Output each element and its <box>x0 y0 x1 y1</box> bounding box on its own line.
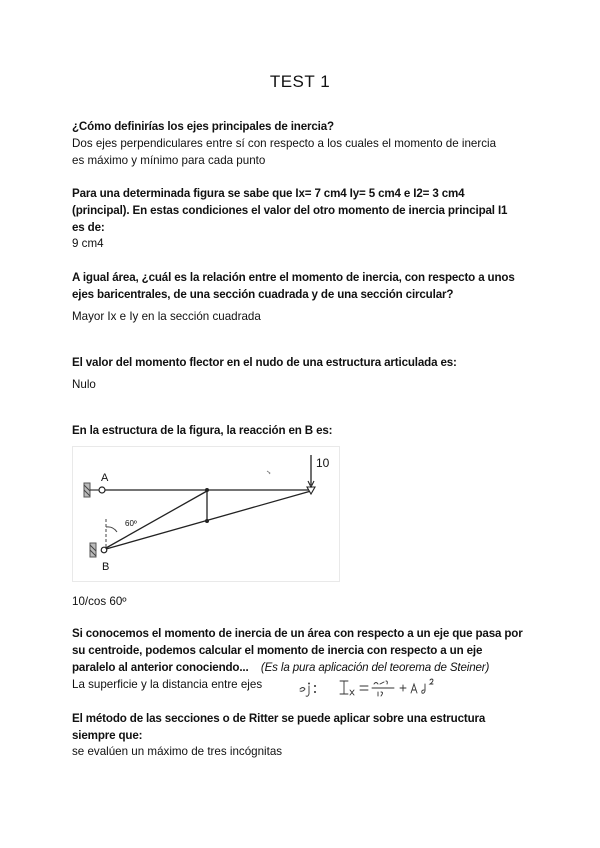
question-7-line-2: siempre que: <box>72 729 143 742</box>
label-a: A <box>101 472 109 484</box>
page-title: TEST 1 <box>269 72 331 91</box>
question-6-line-2: su centroide, podemos calcular el momento de inercia con respecto a un eje <box>72 644 483 657</box>
label-load: 10 <box>316 456 330 470</box>
answer-2: 9 cm4 <box>72 237 104 250</box>
question-2-line-3: es de: <box>72 221 105 234</box>
angle-arc <box>106 527 117 532</box>
label-b: B <box>102 561 110 573</box>
answer-4: Nulo <box>72 378 96 391</box>
label-angle: 60º <box>125 519 137 528</box>
answer-6: La superficie y la distancia entre ejes <box>72 678 263 691</box>
question-6-line-1: Si conocemos el momento de inercia de un área con respecto a un eje que pasa por <box>72 627 523 640</box>
question-2-line-2: (principal). En estas condiciones el valor del otro momento de inercia principal I1 <box>72 204 508 217</box>
question-4: El valor del momento flector en el nudo de una estructura articulada es: <box>72 356 457 369</box>
answer-7: se evalúen un máximo de tres incógnitas <box>72 745 283 758</box>
support-a-wall <box>84 483 90 497</box>
handwritten-formula <box>296 676 466 702</box>
truss-figure <box>72 446 340 582</box>
answer-1-line-2: es máximo y mínimo para cada punto <box>72 154 266 167</box>
stray-mark <box>267 471 270 474</box>
joint-b <box>101 547 107 553</box>
question-2-line-1: Para una determinada figura se sabe que Ix= 7 cm4 Iy= 5 cm4 e I2= 3 cm4 <box>72 187 465 200</box>
answer-3: Mayor Ix e Iy en la sección cuadrada <box>72 310 261 323</box>
support-b-wall <box>90 543 96 557</box>
question-3-line-2: ejes baricentrales, de una sección cuadrada y de una sección circular? <box>72 288 454 301</box>
question-1: ¿Cómo definirías los ejes principales de inercia? <box>72 120 334 133</box>
steiner-note: (Es la pura aplicación del teorema de Steiner) <box>260 661 490 674</box>
question-5: En la estructura de la figura, la reacción en B es: <box>72 424 333 437</box>
truss-diagram <box>73 447 339 581</box>
joint-a <box>99 487 105 493</box>
question-3-line-1: A igual área, ¿cuál es la relación entre el momento de inercia, con respecto a unos <box>72 271 515 284</box>
question-6-line-3-text: paralelo al anterior conociendo... <box>72 661 249 674</box>
question-7-line-1: El método de las secciones o de Ritter se puede aplicar sobre una estructura <box>72 712 486 725</box>
answer-5: 10/cos 60º <box>72 595 127 608</box>
answer-1-line-1: Dos ejes perpendiculares entre sí con respecto a los cuales el momento de inercia <box>72 137 497 150</box>
diagonal <box>106 491 207 548</box>
question-6-line-3 <box>72 660 532 677</box>
